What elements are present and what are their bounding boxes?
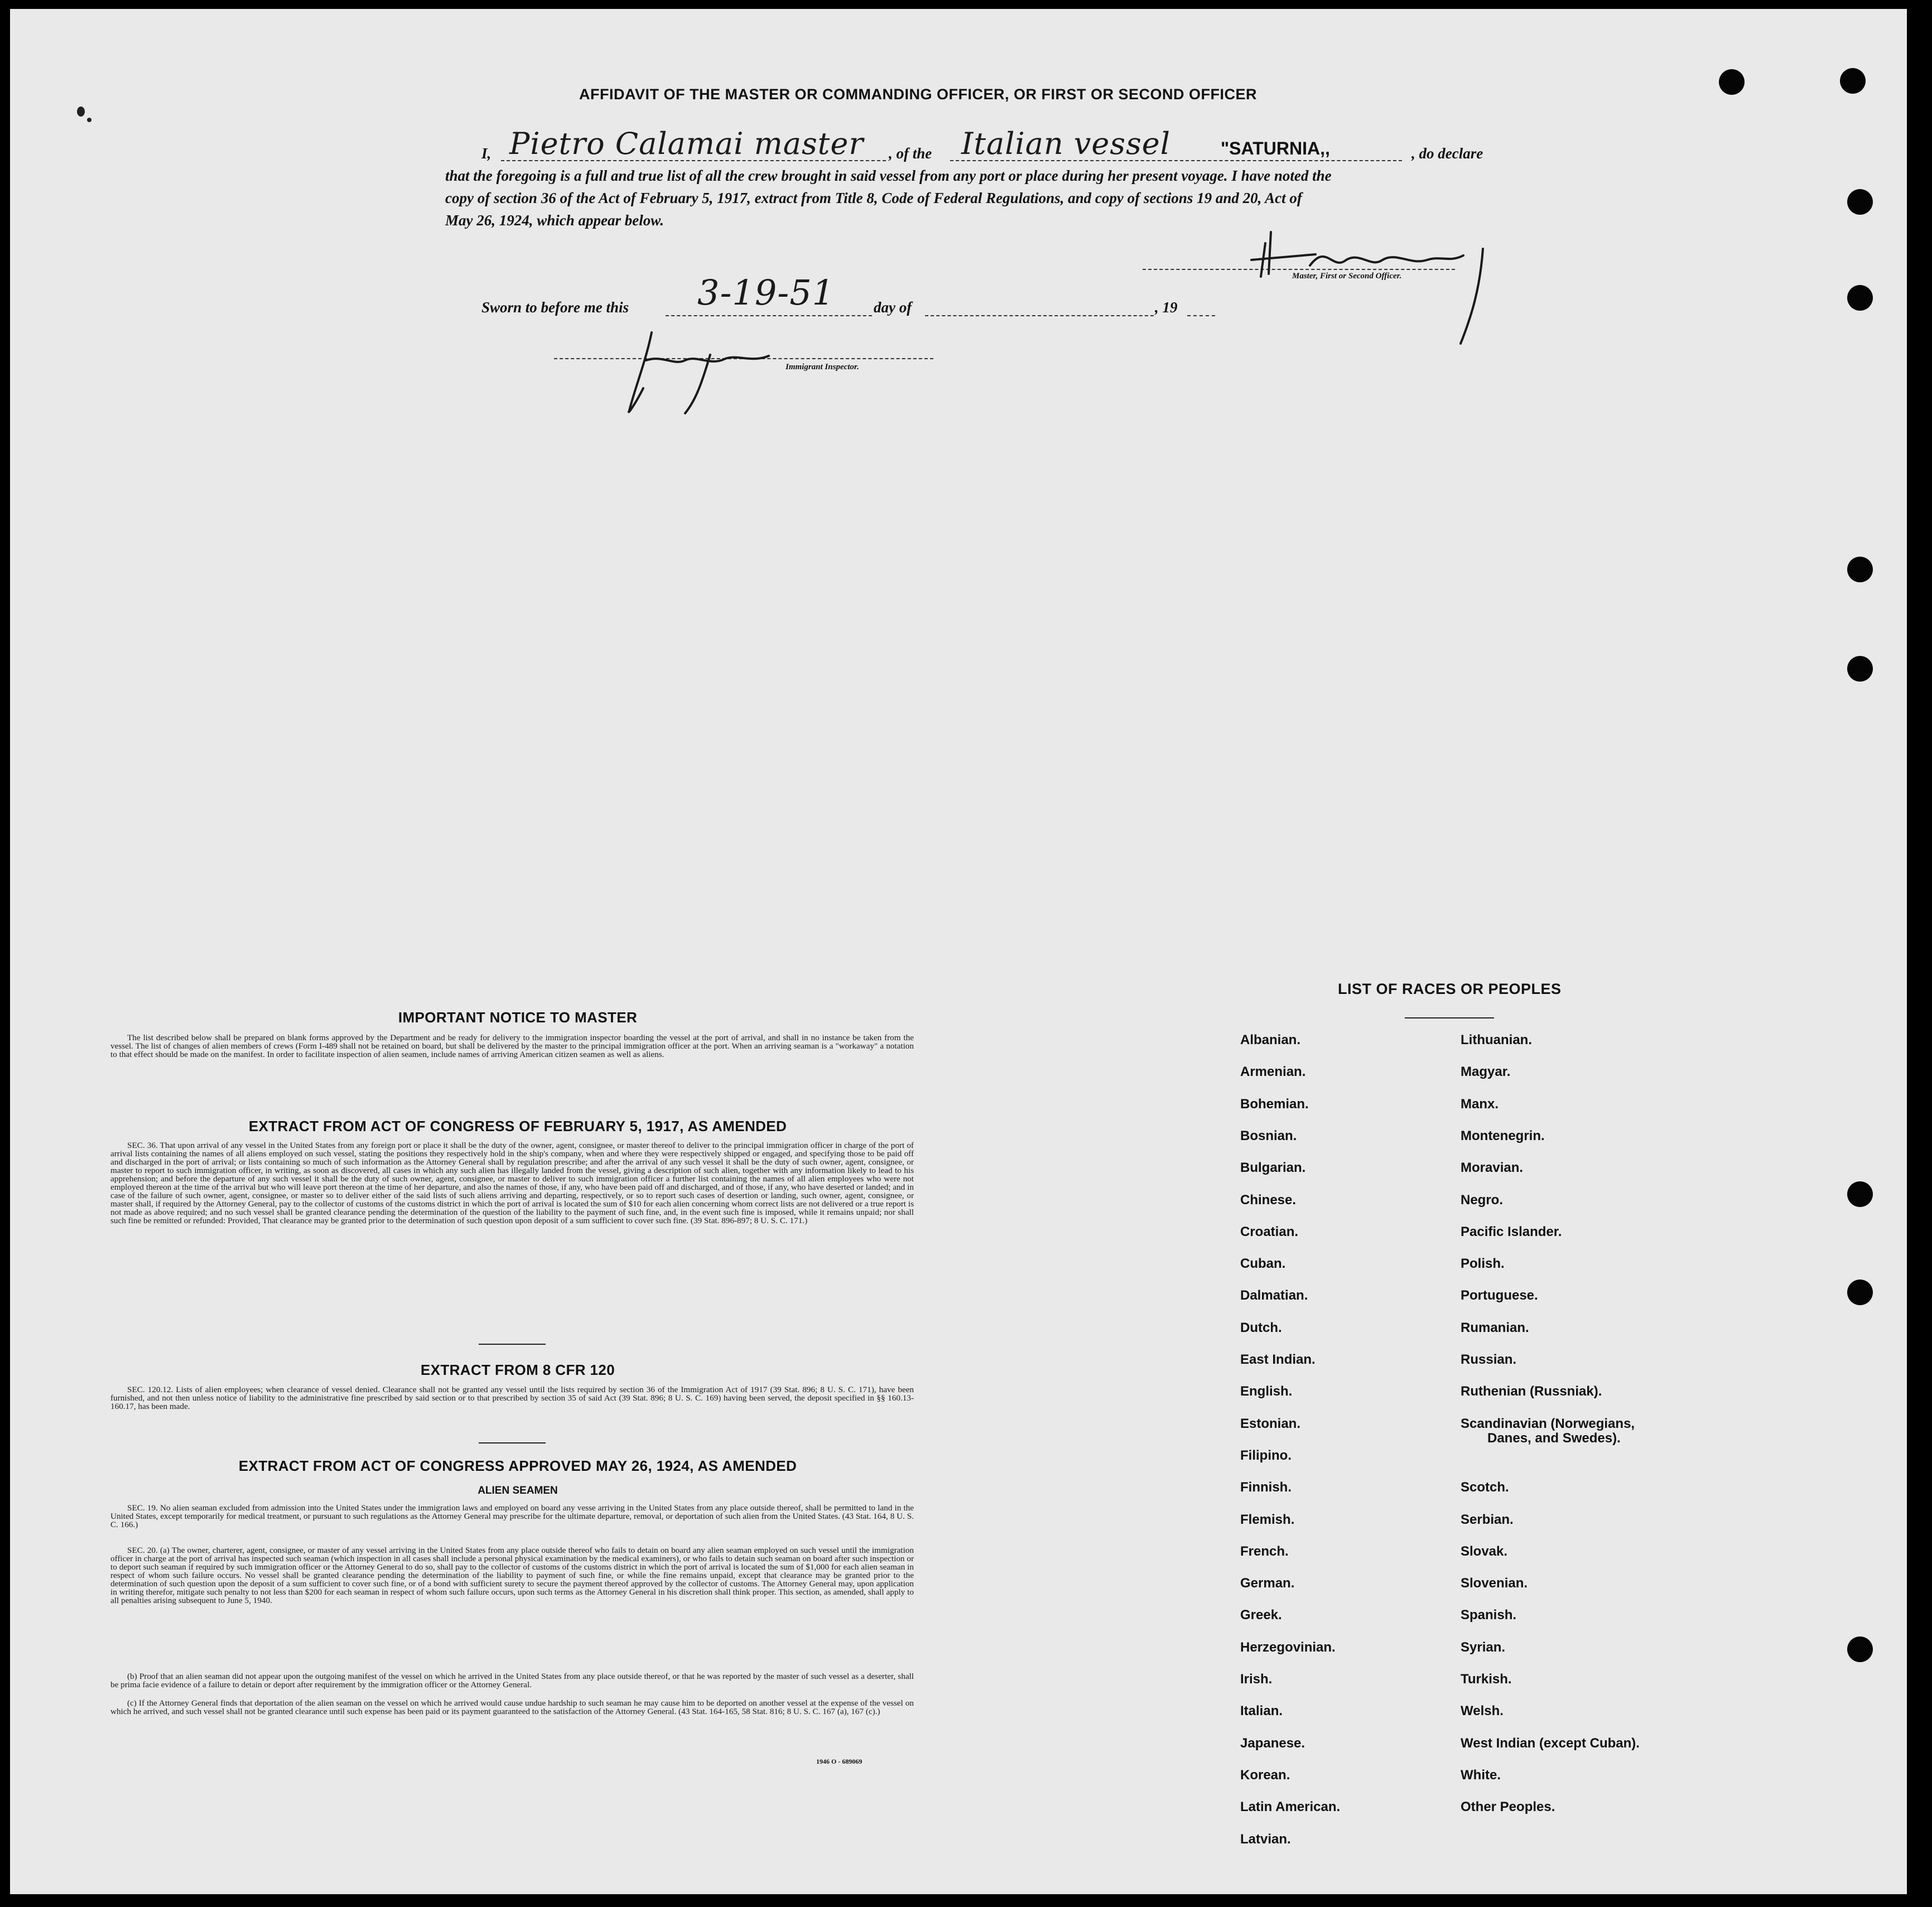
race-item: White. [1461, 1767, 1501, 1783]
race-item: Slovenian. [1461, 1576, 1528, 1591]
race-item: Latin American. [1240, 1799, 1341, 1815]
race-item: Filipino. [1240, 1447, 1292, 1463]
race-item: Slovak. [1461, 1543, 1508, 1559]
affidavit-line-4: May 26, 1924, which appear below. [445, 212, 664, 229]
race-item: Bulgarian. [1240, 1160, 1306, 1176]
punch-hole [1847, 557, 1873, 582]
punch-hole [1847, 1181, 1873, 1207]
paper-speck [87, 118, 91, 122]
race-item: Korean. [1240, 1767, 1290, 1783]
inspector-caption: Immigrant Inspector. [786, 363, 859, 371]
affidavit-i: I, [481, 145, 492, 162]
handwritten-nationality: Italian vessel [961, 126, 1171, 161]
races-title-rule [1405, 1017, 1494, 1018]
race-item: Armenian. [1240, 1064, 1306, 1080]
extract-cfr-title: EXTRACT FROM 8 CFR 120 [420, 1362, 615, 1378]
race-item: Magyar. [1461, 1064, 1511, 1080]
section-divider [479, 1344, 546, 1345]
race-item: Scandinavian (Norwegians, [1461, 1416, 1635, 1431]
race-item: Portuguese. [1461, 1288, 1538, 1303]
section-divider [479, 1442, 546, 1443]
affidavit-of-the: , of the [889, 145, 932, 162]
race-item: Moravian. [1461, 1160, 1524, 1176]
race-item: Italian. [1240, 1703, 1283, 1719]
race-item: Flemish. [1240, 1512, 1295, 1527]
paper-speck [77, 107, 85, 117]
race-item: Croatian. [1240, 1224, 1299, 1239]
race-item: English. [1240, 1384, 1293, 1399]
inspector-signature [613, 321, 797, 422]
race-item: Other Peoples. [1461, 1799, 1555, 1815]
race-item: Negro. [1461, 1192, 1504, 1208]
race-item: Finnish. [1240, 1480, 1292, 1495]
affidavit-title: AFFIDAVIT OF THE MASTER OR COMMANDING OFFICER, OR FIRST OR SECOND OFFICER [579, 86, 1257, 103]
extract-1924-sec20b: (b) Proof that an alien seaman did not appear upon the outgoing manifest of the vessel on which he arrived in the United States from any place outside thereof, or that he was reported by the master of such vessel as a deserter, shall be prima facie evidence of a failure to detain or deport after requirement by the immigration officer or the Attorney General. [110, 1672, 914, 1689]
race-item: Syrian. [1461, 1639, 1506, 1655]
race-item: Albanian. [1240, 1032, 1301, 1047]
extract-1924-title: EXTRACT FROM ACT OF CONGRESS APPROVED MAY 26, 1924, AS AMENDED [238, 1457, 797, 1474]
race-item: Serbian. [1461, 1512, 1514, 1527]
races-title: LIST OF RACES OR PEOPLES [1338, 981, 1562, 997]
race-item: Japanese. [1240, 1735, 1305, 1751]
extract-cfr-body: SEC. 120.12. Lists of alien employees; when clearance of vessel denied. Clearance shall not be granted any vessel until the lists required by section 36 of the Immigration Act of 1917 (39 Stat. 896; 8 U. S. C. 171), have been furnished, and not then unless notice of liability to the administrative fine prescribed by said section or to that prescribed by section 35 of said Act (39 Stat. 896; 8 U. S. C. 169) having been served, the deposit specified in §§ 160.13-160.17, has been made. [110, 1385, 914, 1411]
race-item: Bosnian. [1240, 1128, 1297, 1143]
race-item: Welsh. [1461, 1703, 1504, 1719]
affidavit-line-3: copy of section 36 of the Act of February 5, 1917, extract from Title 8, Code of Federal Regulations, and copy of sections 19 and 20, Act of [445, 190, 1302, 206]
extract-1917-title: EXTRACT FROM ACT OF CONGRESS OF FEBRUARY 5, 1917, AS AMENDED [248, 1118, 787, 1134]
sworn-date-blank [666, 315, 872, 316]
race-item: Dutch. [1240, 1320, 1282, 1335]
race-item: Cuban. [1240, 1256, 1286, 1272]
race-item: Herzegovinian. [1240, 1639, 1336, 1655]
race-item: Greek. [1240, 1607, 1282, 1623]
race-item: Irish. [1240, 1672, 1273, 1687]
form-page [10, 9, 1907, 1894]
handwritten-master-name: Pietro Calamai master [509, 126, 864, 161]
race-item: Ruthenian (Russniak). [1461, 1384, 1602, 1399]
handwritten-sworn-date: 3-19-51 [697, 272, 835, 313]
race-item: Bohemian. [1240, 1096, 1309, 1112]
extract-1924-sec20c: (c) If the Attorney General finds that deportation of the alien seaman on the vessel on which he arrived would cause undue hardship to such seaman he may cause him to be deported on another vessel at the expense of the vessel on which he arrived, and such vessel shall not be granted clearance until such expense has been paid or its payment guaranteed to the satisfaction of the Attorney General. (43 Stat. 164-165, 58 Stat. 816; 8 U. S. C. 167 (a), 167 (c).) [110, 1698, 914, 1716]
race-item: Pacific Islander. [1461, 1224, 1562, 1239]
race-item: Polish. [1461, 1256, 1505, 1272]
day-of-label: day of [874, 299, 912, 316]
affidavit-do-declare: , do declare [1411, 145, 1483, 162]
race-item: Scotch. [1461, 1480, 1509, 1495]
race-item: Spanish. [1461, 1607, 1517, 1623]
notice-body: The list described below shall be prepared on blank forms approved by the Department and be ready for delivery to the immigration inspector boarding the vessel at the port of arrival, and shall in no instance be taken from the vessel. The list of changes of alien members of crews (Form I-489 shall not be retained on board, but shall be delivered by the master to the principal immigration officer at the port. When an arriving seaman is a "workaway" a notation to that effect should be made on the manifest. In order to facilitate inspection of alien seamen, include names of arriving American citizen seamen as well as aliens. [110, 1033, 914, 1059]
race-item: French. [1240, 1543, 1289, 1559]
punch-hole [1847, 656, 1873, 682]
race-item: Latvian. [1240, 1831, 1291, 1847]
race-item: Turkish. [1461, 1672, 1512, 1687]
month-blank [925, 315, 1154, 316]
sworn-label: Sworn to before me this [481, 299, 629, 316]
punch-hole [1847, 1280, 1873, 1305]
race-item: Montenegrin. [1461, 1128, 1545, 1143]
race-item: East Indian. [1240, 1352, 1316, 1367]
race-item: Chinese. [1240, 1192, 1297, 1208]
notice-title: IMPORTANT NOTICE TO MASTER [398, 1009, 638, 1026]
race-item: German. [1240, 1576, 1295, 1591]
punch-hole [1719, 69, 1745, 95]
year-blank [1187, 315, 1215, 316]
year-prefix: , 19 [1155, 299, 1178, 316]
race-item: Rumanian. [1461, 1320, 1529, 1335]
race-item: Estonian. [1240, 1416, 1301, 1431]
race-item: Manx. [1461, 1096, 1499, 1112]
master-caption: Master, First or Second Officer. [1292, 272, 1402, 281]
punch-hole [1847, 189, 1873, 215]
punch-hole [1847, 285, 1873, 311]
print-code: 1946 O - 689069 [816, 1758, 863, 1765]
race-item: Lithuanian. [1461, 1032, 1532, 1047]
punch-hole [1847, 1636, 1873, 1662]
race-item: West Indian (except Cuban). [1461, 1735, 1640, 1751]
race-item: Dalmatian. [1240, 1288, 1308, 1303]
affidavit-line-2: that the foregoing is a full and true list of all the crew brought in said vessel from any port or place during her present voyage. I have noted the [445, 167, 1332, 184]
extract-1924-sec19: SEC. 19. No alien seaman excluded from admission into the United States under the immigration laws and employed on board any vesse arriving in the United States from any place outside thereof, shall be permitted to land in the United States, except temporarily for medical treatment, or pursuant to such regulations as the Attorney General may prescribe for the ultimate departure, removal, or deportation of such alien from the United States. (43 Stat. 164, 8 U. S. C. 166.) [110, 1503, 914, 1529]
extract-1924-subtitle: ALIEN SEAMEN [478, 1485, 558, 1496]
extract-1924-sec20a: SEC. 20. (a) The owner, charterer, agent, consignee, or master of any vessel arriving in the United States from any place outside thereof who fails to detain on board any alien seaman employed on such vessel until the immigration officer in charge at the port of arrival has inspected such seaman (which inspection in all cases shall include a personal physical examination by the medical examiners), or who fails to detain such seaman on board after such inspection or to deport such seaman if required by such immigration officer or the Attorney General to do so, shall pay to the collector of customs of the customs district in which the port of arrival is located the sum of $1,000 for each alien seaman in respect of whom such failure occurs. No vessel shall be granted clearance pending the determination of the liability to payment of such fine, or while the fine remains unpaid, except that clearance may be granted prior to the determination of such question upon the deposit of a sum sufficient to cover such fine, or of a bond with sufficient surety to secure the payment thereof approved by the collector of customs. The Attorney General may, upon application in writing therefor, mitigate such penalty to not less than $200 for each seaman in respect of whom such failure occurs, upon such terms as the Attorney General in his discretion shall think proper. This section, as amended, shall apply to all penalties arising subsequent to June 5, 1940. [110, 1546, 914, 1605]
race-item: Danes, and Swedes). [1487, 1430, 1621, 1446]
master-signature [1249, 221, 1516, 355]
vessel-name: "SATURNIA,, [1221, 138, 1330, 158]
punch-hole [1840, 68, 1866, 94]
extract-1917-body: SEC. 36. That upon arrival of any vessel in the United States from any foreign port or place it shall be the duty of the owner, agent, consignee, or master thereof to deliver to the principal immigration officer in charge of the port of arrival lists containing the names of all aliens employed on such vessel, stating the positions they respectively hold in the ship's company, when and where they were respectively shipped or engaged, and specifying those to be paid off and discharged in the port of arrival; or lists containing so much of such information as the Attorney General shall by regulation prescribe; and after the arrival of any such vessel it shall be the duty of such owner, agent, consignee, or master to report to such immigration officer, in writing, as soon as discovered, all cases in which any such alien has illegally landed from the vessel, giving a description of such alien, together with any information likely to lead to his apprehension; and before the departure of any such vessel it shall be the duty of such owner, agent, consignee, or master to deliver to such immigration officer a further list containing the names of all alien employees who were not employed thereon at the time of the arrival but who will leave port thereon at the time of her departure, and also the names of those, if any, who have been paid off and discharged, and of those, if any, who have deserted or landed; and in case of the failure of such owner, agent, consignee, or master so to deliver either of the said lists of such aliens arriving and departing, respectively, or so to report such cases of desertion or landing, such owner, agent, consignee, or master shall, if required by the Attorney General, pay to the collector of customs of the customs district in which the port of arrival is located the sum of $10 for each alien concerning whom correct lists are not delivered or a true report is not made as above required; and no such vessel shall be granted clearance pending the determination of the question of the liability to the payment of such fine, and, in the event such fine is imposed, while it remains unpaid; nor shall such fine be remitted or refunded: Provided, That clearance may be granted prior to the determination of such question upon deposit of a sum sufficient to cover such fine. (39 Stat. 896-897; 8 U. S. C. 171.) [110, 1141, 914, 1225]
race-item: Russian. [1461, 1352, 1517, 1367]
